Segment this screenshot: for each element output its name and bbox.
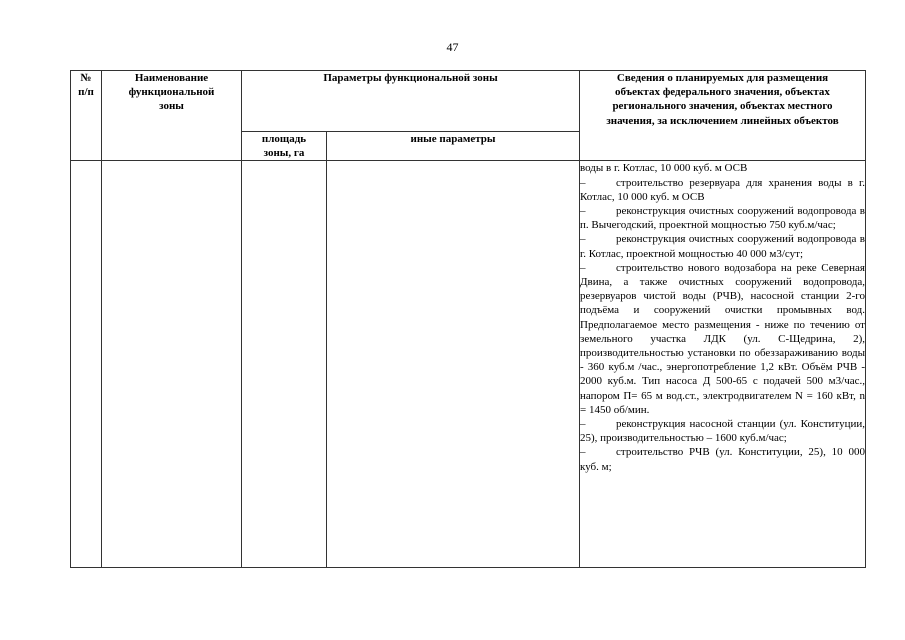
list-item-text: реконструкция насосной станции (ул. Конституции, 25), производительностью – 1600 куб.м/час; (580, 418, 865, 445)
cell-num (71, 161, 102, 568)
header-area-text: площадь зоны, га (261, 133, 307, 160)
cell-other-params (327, 161, 580, 568)
header-planned-objects-text: Сведения о планируемых для размещения объектах федерального значения, объектах регионального значения, объектах местного значения, за исключением линейных объектов (606, 72, 839, 127)
list-item (580, 261, 865, 417)
header-num-text: № п/п (78, 72, 94, 99)
header-area (242, 132, 327, 161)
cell-area (242, 161, 327, 568)
list-item-text: строительство резервуара для хранения воды в г. Котлас, 10 000 куб. м ОСВ (580, 176, 865, 203)
cell-planned-objects (580, 161, 866, 568)
header-num (71, 71, 102, 161)
header-zone-name-text: Наименование функциональной зоны (128, 72, 215, 113)
list-item (580, 204, 865, 232)
header-zone-params-text: Параметры функциональной зоны (323, 72, 498, 84)
list-dash: – (580, 176, 586, 189)
cell-zone-name (102, 161, 242, 568)
list-dash: – (580, 446, 586, 459)
list-item-text: реконструкция очистных сооружений водопровода в п. Вычегодский, проектной мощностью 750 куб.м/час; (580, 205, 865, 232)
list-item-text: строительство РЧВ (ул. Конституции, 25), 10 000 куб. м; (580, 446, 865, 473)
list-item (580, 417, 865, 445)
list-item (580, 232, 865, 260)
zones-table (70, 70, 866, 568)
list-item (580, 176, 865, 204)
header-row (71, 71, 866, 132)
header-other-params-text: иные параметры (410, 133, 496, 145)
list-item (580, 445, 865, 473)
list-dash: – (580, 233, 586, 246)
list-item-text: строительство нового водозабора на реке Северная Двина, а также очистных сооружений водопровода, резервуаров чистой воды (РЧВ), насосной станции 2-го подъёма и сооружений очистки промывных вод. Предполагаемое место размещения - ниже по течению от земельного участка ЛДК (ул. С-Щедрина, 2), производительностью установки по обеззараживанию воды - 360 куб.м /час., энергопотребление 1,2 кВт. Объём РЧВ - 2000 куб.м. Тип насоса Д 500-65 с подачей 500 м3/час., напором П= 65 м вод.ст., электродвигателем N = 160 кВт, n = 1450 об/мин. (580, 261, 865, 416)
list-dash: – (580, 261, 586, 274)
table-row (71, 161, 866, 568)
list-dash: – (580, 205, 586, 218)
list-item-text: реконструкция очистных сооружений водопровода в г. Котлас, проектной мощностью 40 000 м3/сут; (580, 233, 865, 260)
list-dash: – (580, 418, 586, 431)
header-zone-name (102, 71, 242, 161)
continuation-text: воды в г. Котлас, 10 000 куб. м ОСВ (580, 162, 748, 175)
header-zone-params (242, 71, 580, 132)
page-number: 47 (446, 40, 459, 54)
header-planned-objects (580, 71, 866, 161)
header-other-params (327, 132, 580, 161)
